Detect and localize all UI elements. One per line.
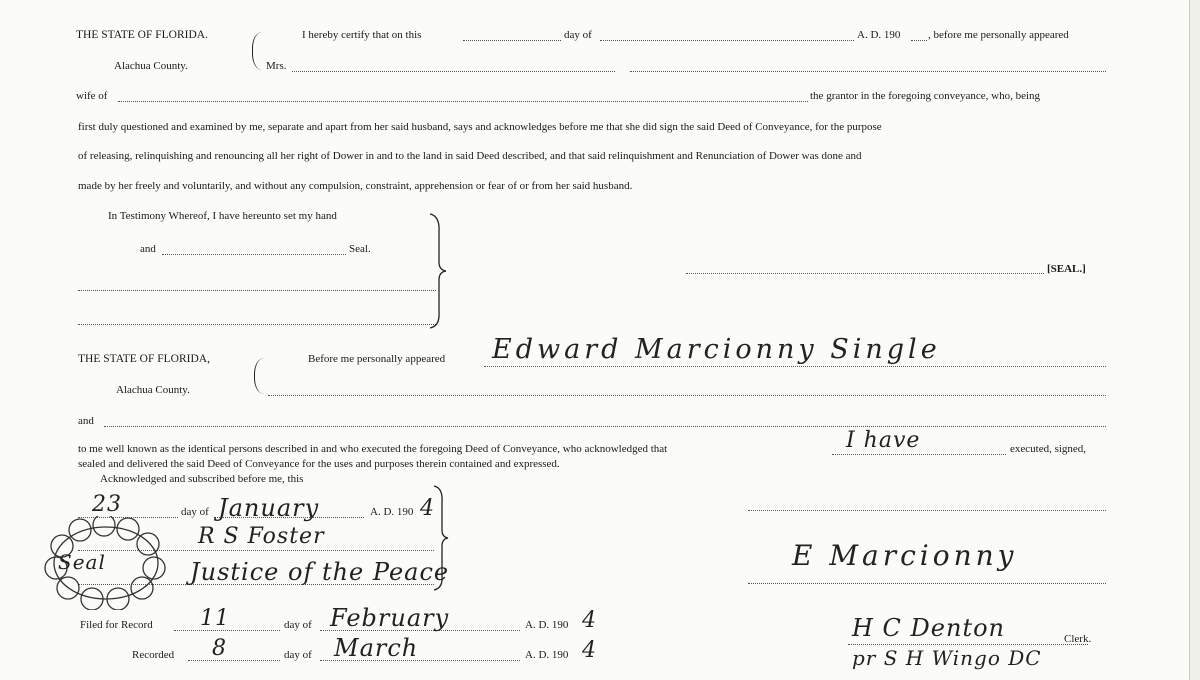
recorded-month-handwritten: March xyxy=(334,634,419,662)
recorded-day-of: day of xyxy=(284,649,312,661)
state-heading-1: THE STATE OF FLORIDA. xyxy=(76,29,208,41)
subscribed-text: Acknowledged and subscribed before me, this xyxy=(100,473,304,485)
wife-of-label: wife of xyxy=(76,90,108,102)
mrs-blank-b xyxy=(630,71,1106,72)
mrs-label: Mrs. xyxy=(266,60,287,72)
mrs-blank-a xyxy=(292,71,615,72)
grantor-text: the grantor in the foregoing conveyance, who, being xyxy=(810,90,1041,102)
body-line-1: first duly questioned and examined by me, separate and apart from her said husband, says and acknowledges before me that she did sign the said Deed of Conveyance, for the purpose xyxy=(78,121,882,133)
seal-signature-blank xyxy=(686,273,1044,274)
ack-day-handwritten: 23 xyxy=(92,492,122,517)
filed-label: Filed for Record xyxy=(80,619,153,631)
recorded-label: Recorded xyxy=(132,649,175,661)
brace-1 xyxy=(252,32,263,70)
page-edge xyxy=(1189,0,1200,680)
officer-blank-1 xyxy=(78,290,436,291)
testimony-text: In Testimony Whereof, I have hereunto set my hand xyxy=(108,210,337,222)
appeared-blank xyxy=(484,366,1106,367)
testimony-seal: Seal. xyxy=(349,243,371,255)
ack-and-blank xyxy=(104,426,1106,427)
certify-text: I hereby certify that on this xyxy=(302,29,422,41)
recorded-year-digit: 4 xyxy=(582,638,597,663)
body-line-2: of releasing, relinquishing and renouncing all her right of Dower in and to the land in said Deed described, and that said relinquishment and Renunciation of Dower was done and xyxy=(78,150,862,162)
testimony-brace xyxy=(428,212,450,330)
certify-year-blank xyxy=(911,40,927,41)
county-label-2: Alachua County. xyxy=(116,384,190,396)
justice-title-handwritten: Justice of the Peace xyxy=(190,558,450,586)
wife-of-blank xyxy=(118,101,808,102)
ack-year-digit: 4 xyxy=(420,496,435,521)
state-heading-2: THE STATE OF FLORIDA, xyxy=(78,353,210,365)
before-me-text: Before me personally appeared xyxy=(308,353,446,365)
justice-name-handwritten: R S Foster xyxy=(198,524,325,549)
filed-year-digit: 4 xyxy=(582,608,597,633)
certify-month-blank xyxy=(600,40,854,41)
recorded-year: A. D. 190 xyxy=(525,649,569,661)
county-label-1: Alachua County. xyxy=(114,60,188,72)
brace-2 xyxy=(254,358,265,394)
testimony-seal-blank xyxy=(162,254,346,255)
filed-year: A. D. 190 xyxy=(525,619,569,631)
filed-day-of: day of xyxy=(284,619,312,631)
deputy-name-handwritten: pr S H Wingo DC xyxy=(852,646,1042,670)
grantor-signature: E Marcionny xyxy=(792,539,1018,572)
clerk-blank xyxy=(848,644,1088,645)
recorded-day-handwritten: 8 xyxy=(212,636,227,661)
ack-month-handwritten: January xyxy=(218,494,320,522)
signature-blank-1 xyxy=(748,510,1106,511)
ack-year: A. D. 190 xyxy=(370,506,414,518)
known-text: to me well known as the identical persons described in and who executed the foregoing Deed of Conveyance, who acknowledged that xyxy=(78,443,668,455)
certify-year: A. D. 190 xyxy=(857,29,901,41)
officer-blank-2 xyxy=(78,324,436,325)
body-line-3: made by her freely and voluntarily, and without any compulsion, constraint, apprehension or fear of or from her said husband. xyxy=(78,180,633,192)
signature-blank-2 xyxy=(748,583,1106,584)
sealed-text: sealed and delivered the said Deed of Conveyance for the uses and purposes therein contained and expressed. xyxy=(78,458,560,470)
recorded-day-blank xyxy=(188,660,280,661)
filed-day-handwritten: 11 xyxy=(200,606,230,631)
clerk-name-handwritten: H C Denton xyxy=(852,614,1006,642)
ack-and-label: and xyxy=(78,415,94,427)
certify-day-blank xyxy=(463,40,561,41)
appeared-blank-2 xyxy=(268,395,1106,396)
testimony-and: and xyxy=(140,243,156,255)
certify-day-of: day of xyxy=(564,29,592,41)
grantor-name-handwritten: Edward Marcionny Single xyxy=(492,334,941,365)
ack-day-of: day of xyxy=(181,506,209,518)
pronoun-handwritten: I have xyxy=(846,428,921,453)
pronoun-blank xyxy=(832,454,1006,455)
certify-suffix: , before me personally appeared xyxy=(928,29,1069,41)
executed-text: executed, signed, xyxy=(1010,443,1087,455)
seal-bracket: [SEAL.] xyxy=(1047,263,1086,275)
filed-month-handwritten: February xyxy=(330,604,450,632)
seal-word-handwritten: Seal xyxy=(58,550,106,574)
clerk-label: Clerk. xyxy=(1064,633,1092,645)
